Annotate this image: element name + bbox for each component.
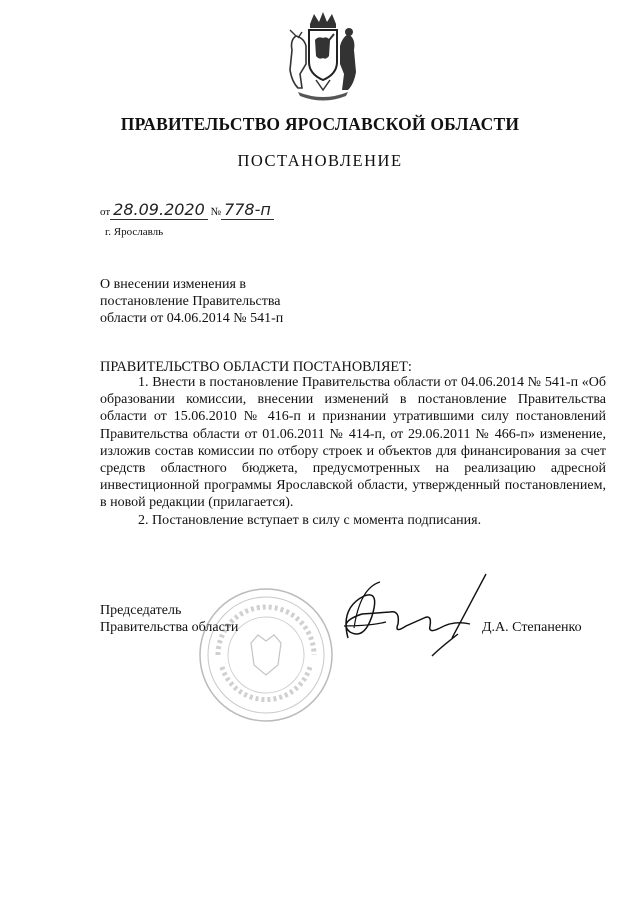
paragraph: 2. Постановление вступает в силу с момента подписания. — [138, 512, 482, 528]
subject-block — [100, 276, 283, 327]
document-type: ПОСТАНОВЛЕНИЕ — [237, 151, 403, 170]
decree-heading: ПРАВИТЕЛЬСТВО ОБЛАСТИ ПОСТАНОВЛЯЕТ: — [100, 359, 412, 375]
document-date: 28.09.2020 — [110, 200, 208, 220]
subject-line: области от 04.06.2014 № 541-п — [100, 311, 284, 326]
subject-line: О внесении изменения в — [100, 277, 246, 292]
org-title: ПРАВИТЕЛЬСТВО ЯРОСЛАВСКОЙ ОБЛАСТИ — [120, 114, 520, 134]
document-number: 778-п — [221, 200, 274, 220]
signatory-name: Д.А. Степаненко — [482, 620, 582, 635]
body-text — [100, 374, 606, 529]
signatory-title-line: Председатель — [100, 603, 182, 618]
signatory-title — [100, 602, 238, 636]
from-label: от — [100, 206, 111, 218]
signatory-title-line: Правительства области — [100, 620, 239, 635]
subject-line: постановление Правительства — [100, 294, 281, 309]
paragraph: 1. Внести в постановление Правительства области от 04.06.2014 № 541-п «Об образовании комиссии, внесении изменений в постановление Правительства области от 15.06.2010 № 416-п и признании утратившими силу постановлений Правительства области от 01.06.2011 № 414-п, от 29.06.2011 № 466-п» изменение, изложив состав комиссии по отбору строек и объектов для финансирования за счет средств областного бюджета, предусмотренных на реализацию адресной инвестиционной программы Ярославской области, утвержденный постановлением, в новой редакции (прилагается). — [100, 375, 606, 511]
date-number-line — [100, 200, 274, 219]
handwritten-signature-icon — [320, 568, 490, 658]
city: г. Ярославль — [105, 226, 164, 238]
coat-of-arms-icon — [282, 10, 364, 102]
number-label: № — [210, 206, 222, 218]
